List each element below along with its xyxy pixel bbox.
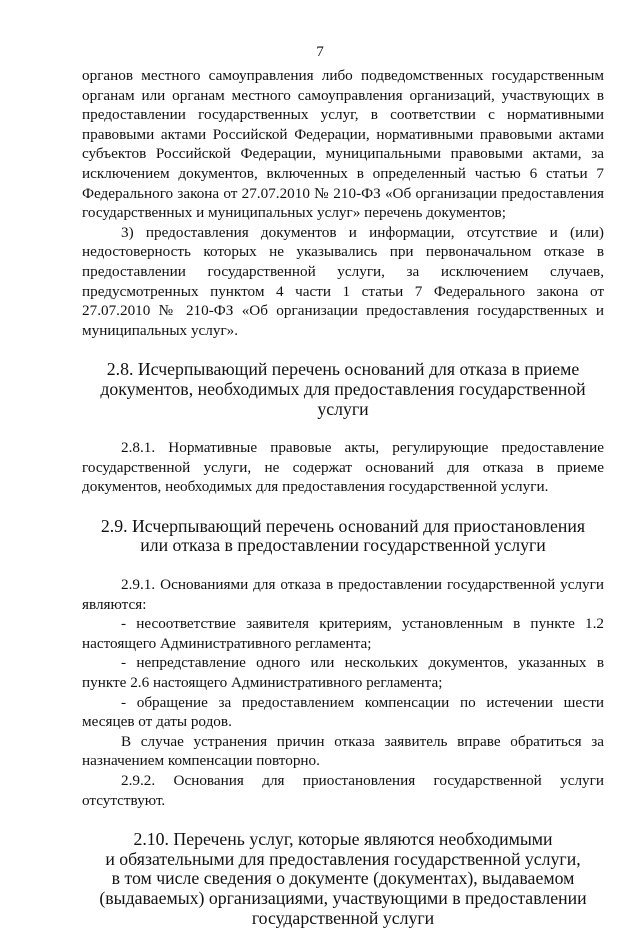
heading-line: (выдаваемых) организациями, участвующими в предоставлении xyxy=(99,887,587,908)
heading-line: государственной услуги xyxy=(251,907,435,928)
list-item-dash-2: - непредставление одного или нескольких документов, указанных в пункте 2.6 настоящего Административного регламента; xyxy=(82,654,604,692)
paragraph-continuation: органов местного самоуправления либо подведомственных государственным органам или органам местного самоуправления организаций, участвующих в предоставлении государственных услуг, в соответствии с нормативными правовыми актами Российской Федерации, нормативными правовыми актами субъектов Российской Федерации, муниципальными правовыми актами, за исключением документов, включенных в определенный частью 6 статьи 7 Федерального закона от 27.07.2010 № 210-ФЗ «Об организации предоставления государственных и муниципальных услуг» перечень документов; xyxy=(82,67,604,222)
heading-line: 2.8. Исчерпывающий перечень оснований для отказа в приеме xyxy=(106,359,580,380)
section-heading-2-8 xyxy=(82,360,604,419)
heading-line: 2.10. Перечень услуг, которые являются необходимыми xyxy=(133,829,553,850)
paragraph-2-9-2: 2.9.2. Основания для приостановления государственной услуги отсутствуют. xyxy=(82,772,604,809)
heading-line: и обязательными для предоставления государственной услуги, xyxy=(105,848,581,869)
heading-line: документов, необходимых для предоставления государственной xyxy=(100,378,586,399)
paragraph-2-8-1: 2.8.1. Нормативные правовые акты, регулирующие предоставление государственной услуги, не содержат оснований для отказа в приеме документов, необходимых для предоставления государственной услуги. xyxy=(82,439,604,496)
heading-line: или отказа в предоставлении государственной услуги xyxy=(140,535,546,556)
paragraph-item-3: 3) предоставления документов и информации, отсутствие и (или) недостоверность которых не указывались при первоначальном отказе в предоставлении государственной услуги, за исключением случаев, предусмотренных пунктом 4 части 1 статьи 7 Федерального закона от 27.07.2010 № 210-ФЗ «Об организации предоставления государственных и муниципальных услуг». xyxy=(82,223,604,339)
heading-line: услуги xyxy=(317,398,369,419)
page-body xyxy=(82,66,604,928)
heading-line: в том числе сведения о документе (документах), выдаваемом xyxy=(111,868,575,889)
paragraph-refusal: В случае устранения причин отказа заявитель вправе обратиться за назначением компенсации повторно. xyxy=(82,732,604,770)
section-heading-2-9 xyxy=(82,517,604,556)
list-item-dash-1: - несоответствие заявителя критериям, установленным в пункте 1.2 настоящего Административного регламента; xyxy=(82,615,604,652)
list-item-dash-3: - обращение за предоставлением компенсации по истечении шести месяцев от даты родов. xyxy=(82,693,604,731)
page-number: 7 xyxy=(316,43,324,60)
paragraph-2-9-1: 2.9.1. Основаниями для отказа в предоставлении государственной услуги являются: xyxy=(82,576,604,613)
section-heading-2-10 xyxy=(82,830,604,928)
heading-line: 2.9. Исчерпывающий перечень оснований для приостановления xyxy=(100,515,586,536)
